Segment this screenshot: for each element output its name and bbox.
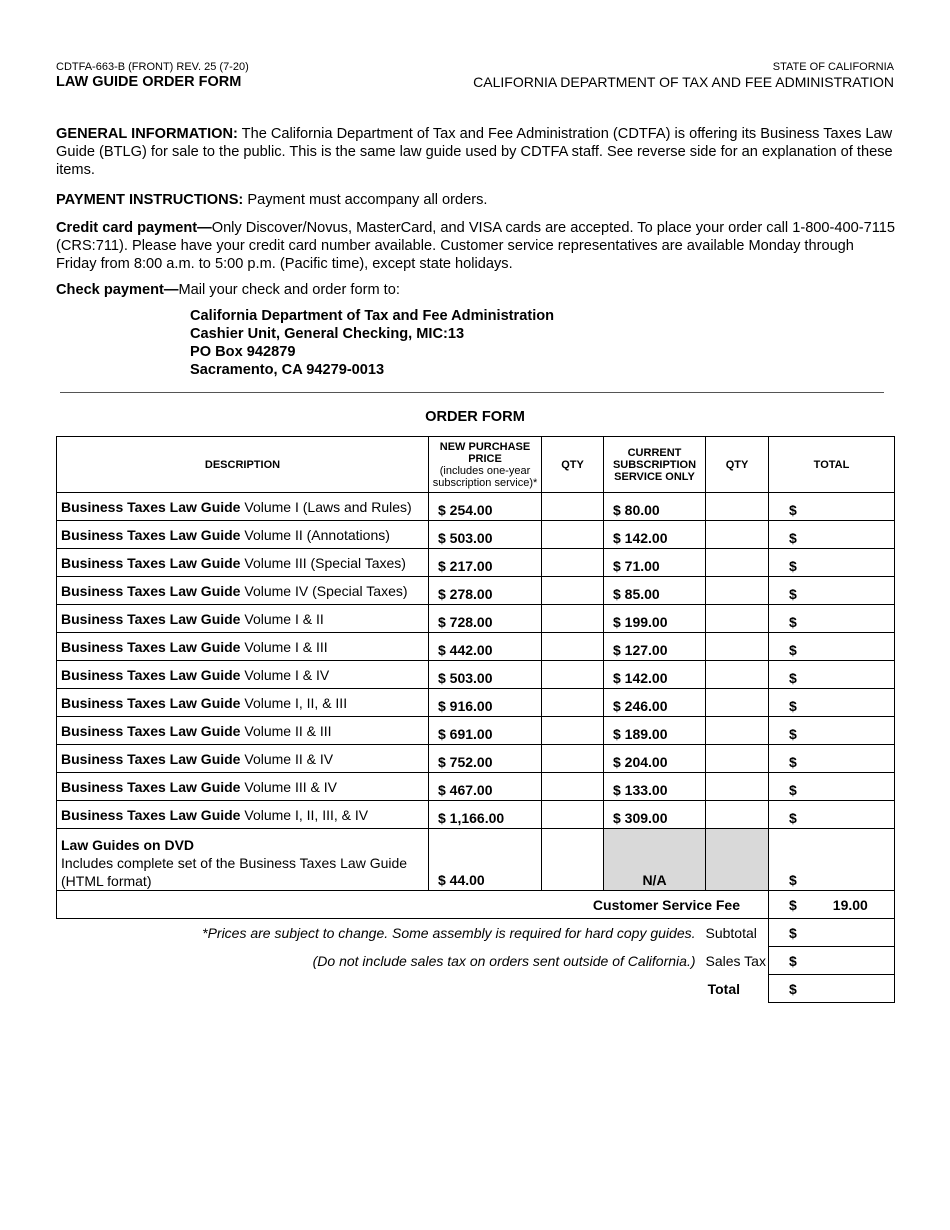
item-guide-name: Business Taxes Law Guide xyxy=(61,722,241,739)
item-volume: Volume III & IV xyxy=(240,778,337,795)
form-number: CDTFA-663-B (FRONT) REV. 25 (7-20) xyxy=(56,61,249,73)
item-new-price: $ 752.00 xyxy=(429,745,542,773)
payment-label: PAYMENT INSTRUCTIONS: xyxy=(56,192,244,208)
dvd-qty-2-disabled xyxy=(706,829,769,891)
dvd-line-2: Includes complete set of the Business Taxes Law Guide xyxy=(61,855,408,871)
fee-amount: 19.00 xyxy=(832,896,868,913)
item-new-price: $ 503.00 xyxy=(429,521,542,549)
item-qty-input[interactable] xyxy=(542,577,604,605)
table-row xyxy=(57,549,895,577)
form-header-right xyxy=(473,60,894,90)
item-total[interactable]: $ xyxy=(769,661,895,689)
price-note: *Prices are subject to change. Some assembly is required for hard copy guides. xyxy=(202,924,696,941)
item-qty-2-input[interactable] xyxy=(706,633,769,661)
item-qty-input[interactable] xyxy=(542,493,604,521)
col-current-subscription xyxy=(604,437,706,493)
item-qty-input[interactable] xyxy=(542,745,604,773)
address-line-1: California Department of Tax and Fee Administration xyxy=(190,308,555,324)
item-volume: Volume I, II, & III xyxy=(240,694,348,711)
fee-value xyxy=(769,891,895,919)
item-total[interactable]: $ xyxy=(769,717,895,745)
table-row xyxy=(57,689,895,717)
item-total[interactable]: $ xyxy=(769,745,895,773)
fee-label: Customer Service Fee xyxy=(57,891,769,919)
item-guide-name: Business Taxes Law Guide xyxy=(61,610,241,627)
item-guide-name: Business Taxes Law Guide xyxy=(61,638,241,655)
item-description xyxy=(57,577,429,605)
col-current-sub-line3: SERVICE ONLY xyxy=(614,470,695,483)
item-new-price: $ 728.00 xyxy=(429,605,542,633)
general-text: The California Department of Tax and Fee Administration (CDTFA) is offering its Business Taxes Law Guide (BTLG) for sale to the public. This is the same law guide used by CDTFA staff. See reverse side for an explanation of these items. xyxy=(56,126,893,178)
customer-service-fee-row xyxy=(57,891,895,919)
col-current-sub-line1: CURRENT xyxy=(627,446,682,459)
item-total[interactable]: $ xyxy=(769,549,895,577)
payment-instructions xyxy=(56,191,896,209)
item-volume: Volume I (Laws and Rules) xyxy=(240,498,412,515)
table-row xyxy=(57,633,895,661)
item-guide-name: Business Taxes Law Guide xyxy=(61,666,241,683)
item-qty-2-input[interactable] xyxy=(706,745,769,773)
item-qty-input[interactable] xyxy=(542,661,604,689)
dvd-price: $ 44.00 xyxy=(429,829,542,891)
item-qty-input[interactable] xyxy=(542,773,604,801)
col-new-price-line2: PRICE xyxy=(468,452,502,465)
tax-note: (Do not include sales tax on orders sent outside of California.) xyxy=(312,952,696,969)
item-subscription-price: $ 309.00 xyxy=(604,801,706,829)
item-description xyxy=(57,493,429,521)
item-total[interactable]: $ xyxy=(769,493,895,521)
item-volume: Volume III (Special Taxes) xyxy=(240,554,406,571)
payment-text: Payment must accompany all orders. xyxy=(243,192,488,208)
item-description xyxy=(57,605,429,633)
order-form-title: ORDER FORM xyxy=(425,409,525,425)
dvd-qty-input[interactable] xyxy=(542,829,604,891)
dvd-subscription-na: N/A xyxy=(604,829,706,891)
col-new-price-note: (includes one-year subscription service)* xyxy=(432,464,538,489)
form-title: LAW GUIDE ORDER FORM xyxy=(56,74,242,90)
item-qty-input[interactable] xyxy=(542,717,604,745)
total-row xyxy=(57,975,895,1003)
item-description xyxy=(57,717,429,745)
section-divider xyxy=(60,392,884,393)
address-line-3: PO Box 942879 xyxy=(190,344,296,360)
table-row xyxy=(57,801,895,829)
address-line-4: Sacramento, CA 94279-0013 xyxy=(190,362,385,378)
col-qty: QTY xyxy=(542,437,604,493)
subtotal-row xyxy=(57,919,895,947)
item-total[interactable]: $ xyxy=(769,577,895,605)
mailing-address xyxy=(190,307,554,379)
item-total[interactable]: $ xyxy=(769,605,895,633)
item-new-price: $ 442.00 xyxy=(429,633,542,661)
item-total[interactable]: $ xyxy=(769,521,895,549)
item-subscription-price: $ 246.00 xyxy=(604,689,706,717)
item-guide-name: Business Taxes Law Guide xyxy=(61,554,241,571)
credit-card-payment xyxy=(56,219,896,273)
item-guide-name: Business Taxes Law Guide xyxy=(61,806,241,823)
agency-name: CALIFORNIA DEPARTMENT OF TAX AND FEE ADMINISTRATION xyxy=(473,74,894,90)
col-new-purchase-price xyxy=(429,437,542,493)
item-volume: Volume IV (Special Taxes) xyxy=(240,582,408,599)
item-subscription-price: $ 199.00 xyxy=(604,605,706,633)
item-rows xyxy=(57,493,895,829)
item-subscription-price: $ 80.00 xyxy=(604,493,706,521)
item-new-price: $ 916.00 xyxy=(429,689,542,717)
col-qty-2: QTY xyxy=(706,437,769,493)
sales-tax-row xyxy=(57,947,895,975)
check-text: Mail your check and order form to: xyxy=(178,282,400,298)
item-subscription-price: $ 204.00 xyxy=(604,745,706,773)
item-volume: Volume I & II xyxy=(240,610,324,627)
item-qty-2-input[interactable] xyxy=(706,549,769,577)
item-subscription-price: $ 71.00 xyxy=(604,549,706,577)
subtotal-value[interactable]: $ xyxy=(769,919,895,947)
item-qty-input[interactable] xyxy=(542,605,604,633)
item-new-price: $ 467.00 xyxy=(429,773,542,801)
item-description xyxy=(57,633,429,661)
check-payment xyxy=(56,281,896,299)
item-guide-name: Business Taxes Law Guide xyxy=(61,750,241,767)
item-volume: Volume II & III xyxy=(240,722,332,739)
item-subscription-price: $ 189.00 xyxy=(604,717,706,745)
col-new-price-line1: NEW PURCHASE xyxy=(439,440,531,453)
item-qty-2-input[interactable] xyxy=(706,577,769,605)
dvd-title: Law Guides on DVD xyxy=(61,837,195,853)
fee-dollar: $ xyxy=(789,896,797,913)
item-qty-2-input[interactable] xyxy=(706,521,769,549)
col-description: DESCRIPTION xyxy=(57,437,429,493)
form-header-left xyxy=(56,60,249,90)
item-guide-name: Business Taxes Law Guide xyxy=(61,694,241,711)
item-subscription-price: $ 142.00 xyxy=(604,521,706,549)
col-total: TOTAL xyxy=(769,437,895,493)
item-volume: Volume II & IV xyxy=(240,750,334,767)
item-qty-2-input[interactable] xyxy=(706,689,769,717)
dvd-line-3: (HTML format) xyxy=(61,873,152,889)
item-new-price: $ 278.00 xyxy=(429,577,542,605)
col-current-sub-line2: SUBSCRIPTION xyxy=(612,458,697,471)
general-information xyxy=(56,125,896,179)
total-value[interactable]: $ xyxy=(769,975,895,1003)
total-spacer xyxy=(57,975,706,1003)
item-guide-name: Business Taxes Law Guide xyxy=(61,582,241,599)
item-qty-2-input[interactable] xyxy=(706,801,769,829)
item-qty-input[interactable] xyxy=(542,549,604,577)
table-header-row xyxy=(57,437,895,493)
item-total[interactable]: $ xyxy=(769,773,895,801)
item-total[interactable]: $ xyxy=(769,801,895,829)
address-line-2: Cashier Unit, General Checking, MIC:13 xyxy=(190,326,465,342)
table-row xyxy=(57,745,895,773)
general-label: GENERAL INFORMATION: xyxy=(56,126,238,142)
item-qty-2-input[interactable] xyxy=(706,661,769,689)
item-guide-name: Business Taxes Law Guide xyxy=(61,526,241,543)
item-qty-2-input[interactable] xyxy=(706,773,769,801)
item-volume: Volume I & IV xyxy=(240,666,330,683)
sales-tax-value[interactable]: $ xyxy=(769,947,895,975)
sales-tax-label: Sales Tax xyxy=(706,947,769,975)
table-row xyxy=(57,605,895,633)
item-qty-2-input[interactable] xyxy=(706,605,769,633)
item-qty-2-input[interactable] xyxy=(706,493,769,521)
item-new-price: $ 1,166.00 xyxy=(429,801,542,829)
item-subscription-price: $ 142.00 xyxy=(604,661,706,689)
item-total[interactable]: $ xyxy=(769,689,895,717)
item-description xyxy=(57,773,429,801)
item-qty-input[interactable] xyxy=(542,689,604,717)
item-new-price: $ 691.00 xyxy=(429,717,542,745)
item-description xyxy=(57,661,429,689)
item-subscription-price: $ 85.00 xyxy=(604,577,706,605)
state-label: STATE OF CALIFORNIA xyxy=(772,61,894,73)
item-description xyxy=(57,549,429,577)
item-volume: Volume I, II, III, & IV xyxy=(240,806,369,823)
dvd-total[interactable]: $ xyxy=(769,829,895,891)
credit-label: Credit card payment— xyxy=(56,220,212,236)
item-volume: Volume I & III xyxy=(240,638,328,655)
item-description xyxy=(57,689,429,717)
item-qty-input[interactable] xyxy=(542,801,604,829)
item-description xyxy=(57,521,429,549)
item-description xyxy=(57,801,429,829)
item-guide-name: Business Taxes Law Guide xyxy=(61,778,241,795)
check-label: Check payment— xyxy=(56,282,179,298)
table-row xyxy=(57,493,895,521)
item-qty-2-input[interactable] xyxy=(706,717,769,745)
dvd-row xyxy=(57,829,895,891)
dvd-description xyxy=(57,829,429,891)
item-new-price: $ 217.00 xyxy=(429,549,542,577)
item-qty-input[interactable] xyxy=(542,521,604,549)
order-table xyxy=(56,436,895,1003)
item-volume: Volume II (Annotations) xyxy=(240,526,390,543)
item-new-price: $ 254.00 xyxy=(429,493,542,521)
table-row xyxy=(57,717,895,745)
item-description xyxy=(57,745,429,773)
item-qty-input[interactable] xyxy=(542,633,604,661)
total-label: Total xyxy=(706,975,769,1003)
item-subscription-price: $ 127.00 xyxy=(604,633,706,661)
item-subscription-price: $ 133.00 xyxy=(604,773,706,801)
subtotal-label: Subtotal xyxy=(706,919,769,947)
table-row xyxy=(57,521,895,549)
item-total[interactable]: $ xyxy=(769,633,895,661)
table-row xyxy=(57,773,895,801)
credit-text: Only Discover/Novus, MasterCard, and VISA cards are accepted. To place your order call 1-800-400-7115 (CRS:711). Please have your credit card number available. Customer service representatives are available Monday through Friday from 8:00 a.m. to 5:00 p.m. (Pacific time), except state holidays. xyxy=(56,220,895,272)
item-guide-name: Business Taxes Law Guide xyxy=(61,498,241,515)
table-row xyxy=(57,577,895,605)
item-new-price: $ 503.00 xyxy=(429,661,542,689)
table-row xyxy=(57,661,895,689)
